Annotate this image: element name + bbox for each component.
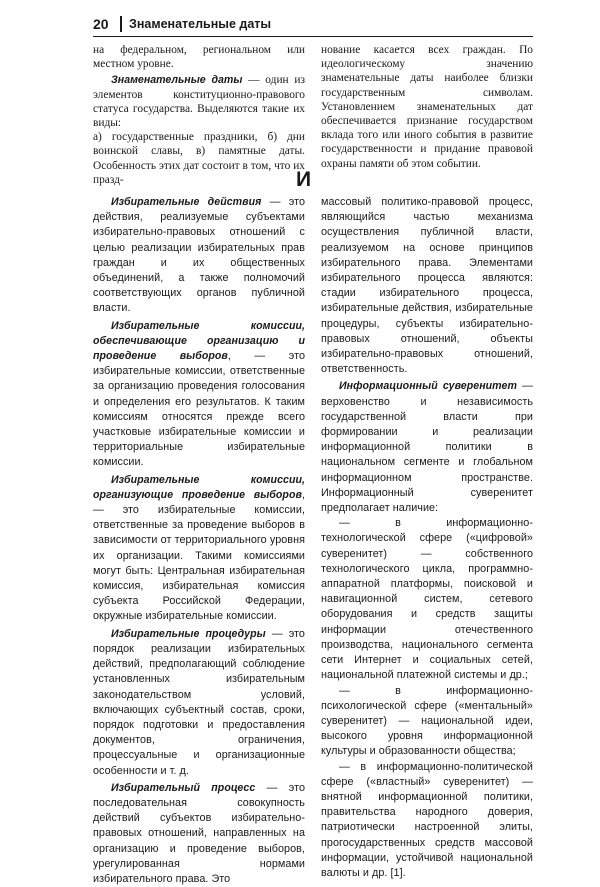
header-separator xyxy=(120,16,122,32)
paragraph: массовый политико-правовой процесс, являющийся частью механизма осуществления публичной власти, реализуемом на основе принципов избирательного права. Элементами избирательного процесса являются: стадии избирательного процесса, избирательные действия, избирательные процедуры, субъекты избирательно-правовых отношений, объекты избирательно-правовых отношений, ответственность. xyxy=(321,196,533,376)
entry-izbiratelny-protsess: Избирательный процесс — это последовательная совокупность действий субъектов избирательно-правовых отношений, направленных на организацию и проведение выборов, урегулированная нормами избирательного права. Это xyxy=(93,781,306,885)
list-item: — в информационно-психологической сфере («ментальный» суверенитет) — национальной идеи, высокого уровня информационной культуры и образованности общества; xyxy=(321,684,533,758)
entry-izbiratelnye-protsedury: Избирательные процедуры — это порядок реализации избирательных действий, предполагающий соблюдение установленных избирательным законодательством условий, включающих субъектный состав, сроки, порядок подготовки и предоставления документов, ограничения, процессуальные и организационные особенности и т. д. xyxy=(93,627,305,777)
list-item: — в информационно-политической сфере («властный» суверенитет) — внятной информационной политики, правительства народного доверия, патриотически настроенной элиты, прогосударственных средств массовой информации, устойчивой национальной валюты и др. [1]. xyxy=(321,760,533,879)
paragraph: а) государственные праздники, б) дни воинской славы, в) памятные даты. Особенность этих дат состоит в том, что их празд- xyxy=(93,131,305,186)
left-column xyxy=(93,195,305,887)
paragraph-znamenatelnye-daty: Знаменательные даты — один из элементов конституционно-правового статуса государства. Выделяются такие их виды: xyxy=(93,74,305,130)
top-left-column xyxy=(93,43,305,187)
header-rule xyxy=(93,36,533,37)
paragraph: на федеральном, региональном или местном уровне. xyxy=(93,44,305,71)
top-right-column xyxy=(321,43,533,171)
right-column xyxy=(321,195,533,881)
entry-komissii-obespechivayushchie: Избирательные комиссии, обеспечивающие организацию и проведение выборов, — это избирательные комиссии, ответственные за организацию проведения голосования и определения его результатов. К таким комиссиям относятся прежде всего участковые избирательные комиссии и территориальные избирательные комиссии. xyxy=(93,319,305,469)
paragraph: нование касается всех граждан. По идеологическому значению знаменательные даты наиболее близки государственным символам. Установлением знаменательных дат обеспечивается признание государством вклада того или иного события в развитие государственности и придание правовой охраны памяти об этом событии. xyxy=(321,44,533,170)
running-title: Знаменательные даты xyxy=(129,17,272,31)
term: Знаменательные даты xyxy=(111,74,243,87)
list-item: — в информационно-технологической сфере («цифровой» суверенитет) — собственного технологического цикла, программно-аппаратной платформы, поисковой и навигационной систем, сетевого оборудования и средств защиты информации отечественного производства, национального сегмента сети Интернет и социальных сетей, национальной платежной системы и др.; xyxy=(321,517,533,682)
page-number: 20 xyxy=(93,16,109,32)
entry-komissii-organizuyushchie: Избирательные комиссии, организующие проведение выборов, — это избирательные комиссии, ответственные за проведение выборов в зависимости от территориального уровня их организации. Такими комиссиями могут быть: Центральная избирательная комиссия, избирательная комиссия субъекта Российской Федерации, окружные избирательные комиссии. xyxy=(93,473,305,623)
entry-informatsionny-suverenitet: Информационный суверенитет — верховенство и независимость государственной власти при формировании и реализации информационной политики в национальном сегменте и глобальном информационном пространстве. Информационный суверенитет предполагает наличие: xyxy=(321,380,533,515)
entry-izbiratelnye-deystviya: Избирательные действия — это действия, реализуемые субъектами избирательно-правовых отношений с целью реализации избирательных прав граждан и их общественных объединений, а также полномочий соответствующих органов публичной власти. xyxy=(93,196,306,315)
page-header xyxy=(93,14,533,38)
section-letter: И xyxy=(296,168,312,191)
